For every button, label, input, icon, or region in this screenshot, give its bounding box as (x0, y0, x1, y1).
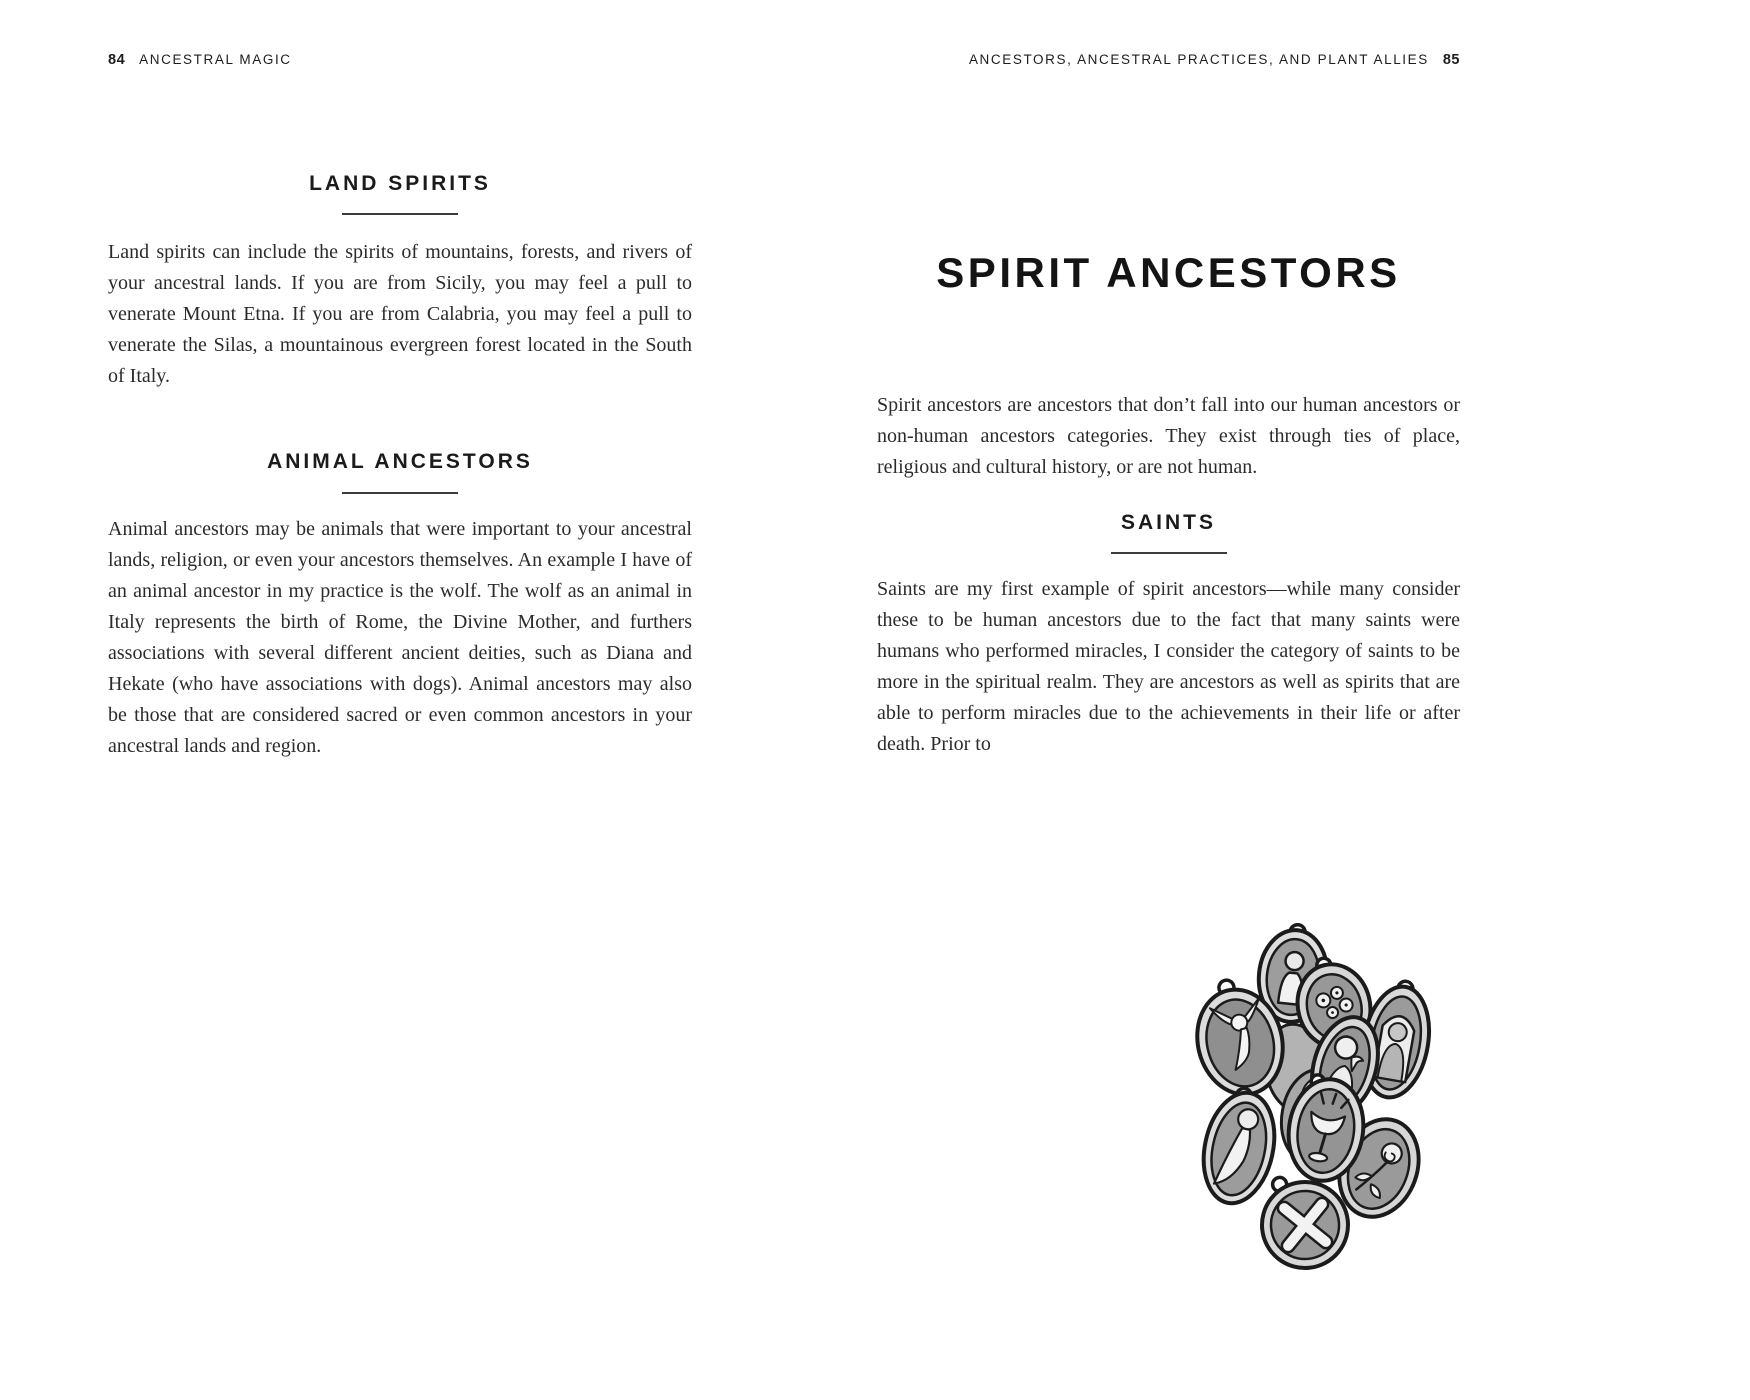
right-running-head-title: ANCESTORS, ANCESTRAL PRACTICES, AND PLANT ALLIES (968, 52, 1429, 67)
section-heading-land-spirits: LAND SPIRITS (309, 172, 491, 195)
left-page-number: 84 (108, 52, 126, 68)
left-page-column (108, 0, 692, 762)
section-heading-animal-ancestors: ANIMAL ANCESTORS (267, 450, 533, 474)
medal-saltire-cross (1257, 1171, 1352, 1272)
saint-medals-illustration (1193, 918, 1433, 1288)
right-page-number: 85 (1442, 52, 1460, 68)
paragraph-animal-ancestors: Animal ancestors may be animals that were important to your ancestral lands, religion, or even your ancestors themselves. An example I have of an animal ancestor in my practice is the wolf. The wolf as an animal in Italy represents the birth of Rome, the Divine Mother, and furthers associations with several different ancient deities, such as Diana and Hekate (who have associations with dogs). Animal ancestors may also be those that are considered sacred or even common ancestors in your ancestral lands and region. (108, 517, 692, 757)
section-heading-saints: SAINTS (1120, 511, 1216, 534)
chapter-title: SPIRIT ANCESTORS (936, 249, 1401, 296)
right-page-column (877, 0, 1460, 760)
heading-rule (342, 213, 458, 215)
paragraph-saints: Saints are my first example of spirit ancestors—while many consider these to be human ancestors due to the fact that many saints were humans who performed miracles, I consider the category of saints to be more in the spiritual realm. They are ancestors as well as spirits that are able to perform miracles due to the achievements in their life or after death. Prior to (877, 578, 1460, 756)
paragraph-spirit-ancestors-intro: Spirit ancestors are ancestors that don’t fall into our human ancestors or non-human ancestors categories. They exist through ties of place, religious and cultural history, or are not human. (877, 394, 1460, 478)
paragraph-land-spirits: Land spirits can include the spirits of mountains, forests, and rivers of your ancestral lands. If you are from Sicily, you may feel a pull to venerate Mount Etna. If you are from Calabria, you may feel a pull to venerate the Silas, a mountainous evergreen forest located in the South of Italy. (108, 241, 692, 388)
heading-rule (1111, 552, 1227, 554)
left-running-head-title: ANCESTRAL MAGIC (139, 52, 292, 67)
medal-madonna (1194, 1083, 1285, 1210)
heading-rule (342, 492, 458, 494)
